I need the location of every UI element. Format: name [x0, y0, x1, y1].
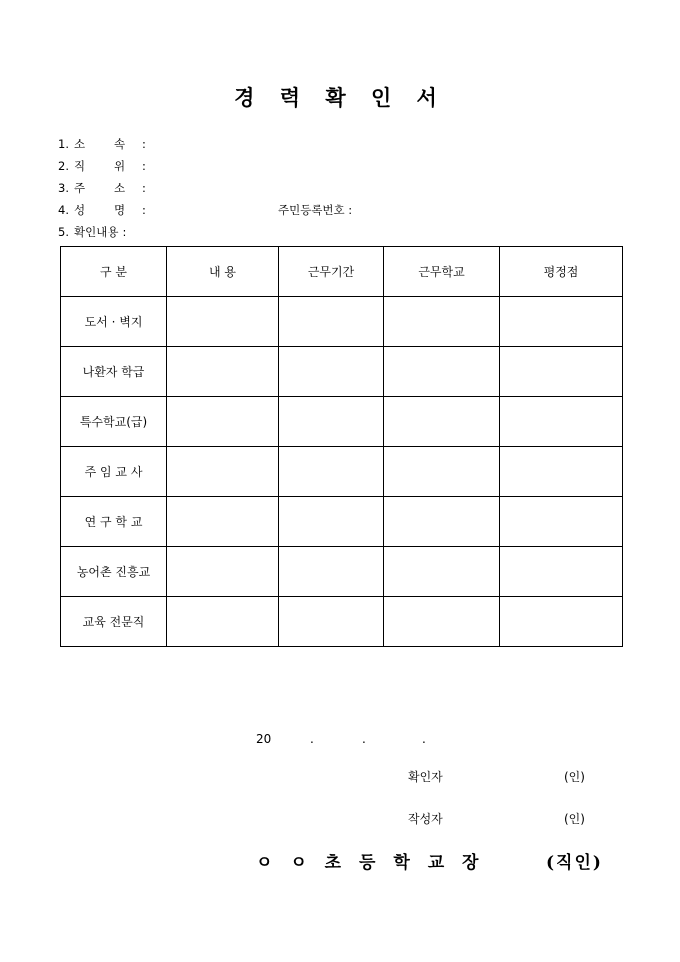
- field-label: 소 속: [74, 137, 126, 151]
- field-number: 3.: [58, 181, 69, 195]
- table-row: [61, 497, 623, 547]
- cell-content[interactable]: [167, 597, 279, 647]
- table-row: [61, 597, 623, 647]
- cell-content[interactable]: [167, 347, 279, 397]
- table-header-row: [61, 247, 623, 297]
- table-row: [61, 297, 623, 347]
- header-school: 근무학교: [384, 247, 500, 297]
- date-dot: .: [310, 732, 314, 746]
- row-category: 농어촌 진흥교: [61, 547, 167, 597]
- cell-school[interactable]: [384, 297, 500, 347]
- cell-period[interactable]: [279, 397, 384, 447]
- date-year: 20: [256, 732, 272, 746]
- cell-school[interactable]: [384, 597, 500, 647]
- confirmer-label: 확인자: [408, 770, 443, 784]
- cell-score[interactable]: [500, 297, 623, 347]
- table-row: [61, 547, 623, 597]
- row-category: 주 임 교 사: [61, 447, 167, 497]
- cell-score[interactable]: [500, 397, 623, 447]
- row-category: 나환자 학급: [61, 347, 167, 397]
- field-label: 성 명: [74, 203, 126, 217]
- field-label: 직 위: [74, 159, 126, 173]
- cell-content[interactable]: [167, 547, 279, 597]
- field-colon: :: [142, 137, 146, 151]
- career-table: [60, 246, 623, 647]
- cell-period[interactable]: [279, 597, 384, 647]
- confirmer-seal: (인): [564, 770, 585, 784]
- header-score: 평정점: [500, 247, 623, 297]
- cell-score[interactable]: [500, 597, 623, 647]
- field-confirmation-content: [58, 224, 126, 240]
- row-category: 특수학교(급): [61, 397, 167, 447]
- field-colon: :: [142, 159, 146, 173]
- field-address: [58, 180, 146, 196]
- field-position: [58, 158, 146, 174]
- field-label: 주 소: [74, 181, 126, 195]
- cell-period[interactable]: [279, 497, 384, 547]
- principal-seal: (직인): [546, 853, 603, 873]
- cell-school[interactable]: [384, 397, 500, 447]
- date-dot: .: [362, 732, 366, 746]
- cell-period[interactable]: [279, 547, 384, 597]
- cell-score[interactable]: [500, 497, 623, 547]
- field-number: 2.: [58, 159, 69, 173]
- cell-school[interactable]: [384, 547, 500, 597]
- field-affiliation: [58, 136, 146, 152]
- row-category: 연 구 학 교: [61, 497, 167, 547]
- author-seal: (인): [564, 812, 585, 826]
- cell-school[interactable]: [384, 347, 500, 397]
- table-row: [61, 397, 623, 447]
- cell-content[interactable]: [167, 297, 279, 347]
- field-number: 4.: [58, 203, 69, 217]
- header-content: 내 용: [167, 247, 279, 297]
- field-name: [58, 202, 146, 218]
- cell-content[interactable]: [167, 497, 279, 547]
- row-category: 교육 전문직: [61, 597, 167, 647]
- cell-period[interactable]: [279, 447, 384, 497]
- field-label: 확인내용: [74, 225, 119, 239]
- cell-period[interactable]: [279, 347, 384, 397]
- cell-school[interactable]: [384, 447, 500, 497]
- document-title: 경 력 확 인 서: [234, 85, 446, 110]
- field-colon: :: [142, 203, 146, 217]
- resident-registration-number-label: 주민등록번호 :: [278, 203, 353, 217]
- field-number: 1.: [58, 137, 69, 151]
- cell-period[interactable]: [279, 297, 384, 347]
- table-row: [61, 447, 623, 497]
- field-colon: :: [122, 225, 127, 239]
- principal-name: ㅇ ㅇ 초 등 학 교 장: [256, 853, 485, 873]
- author-label: 작성자: [408, 812, 443, 826]
- cell-content[interactable]: [167, 397, 279, 447]
- date-dot: .: [422, 732, 426, 746]
- cell-content[interactable]: [167, 447, 279, 497]
- cell-score[interactable]: [500, 347, 623, 397]
- cell-school[interactable]: [384, 497, 500, 547]
- field-colon: :: [142, 181, 146, 195]
- cell-score[interactable]: [500, 547, 623, 597]
- field-number: 5.: [58, 225, 69, 239]
- row-category: 도서 · 벽지: [61, 297, 167, 347]
- header-category: 구 분: [61, 247, 167, 297]
- table-row: [61, 347, 623, 397]
- cell-score[interactable]: [500, 447, 623, 497]
- header-period: 근무기간: [279, 247, 384, 297]
